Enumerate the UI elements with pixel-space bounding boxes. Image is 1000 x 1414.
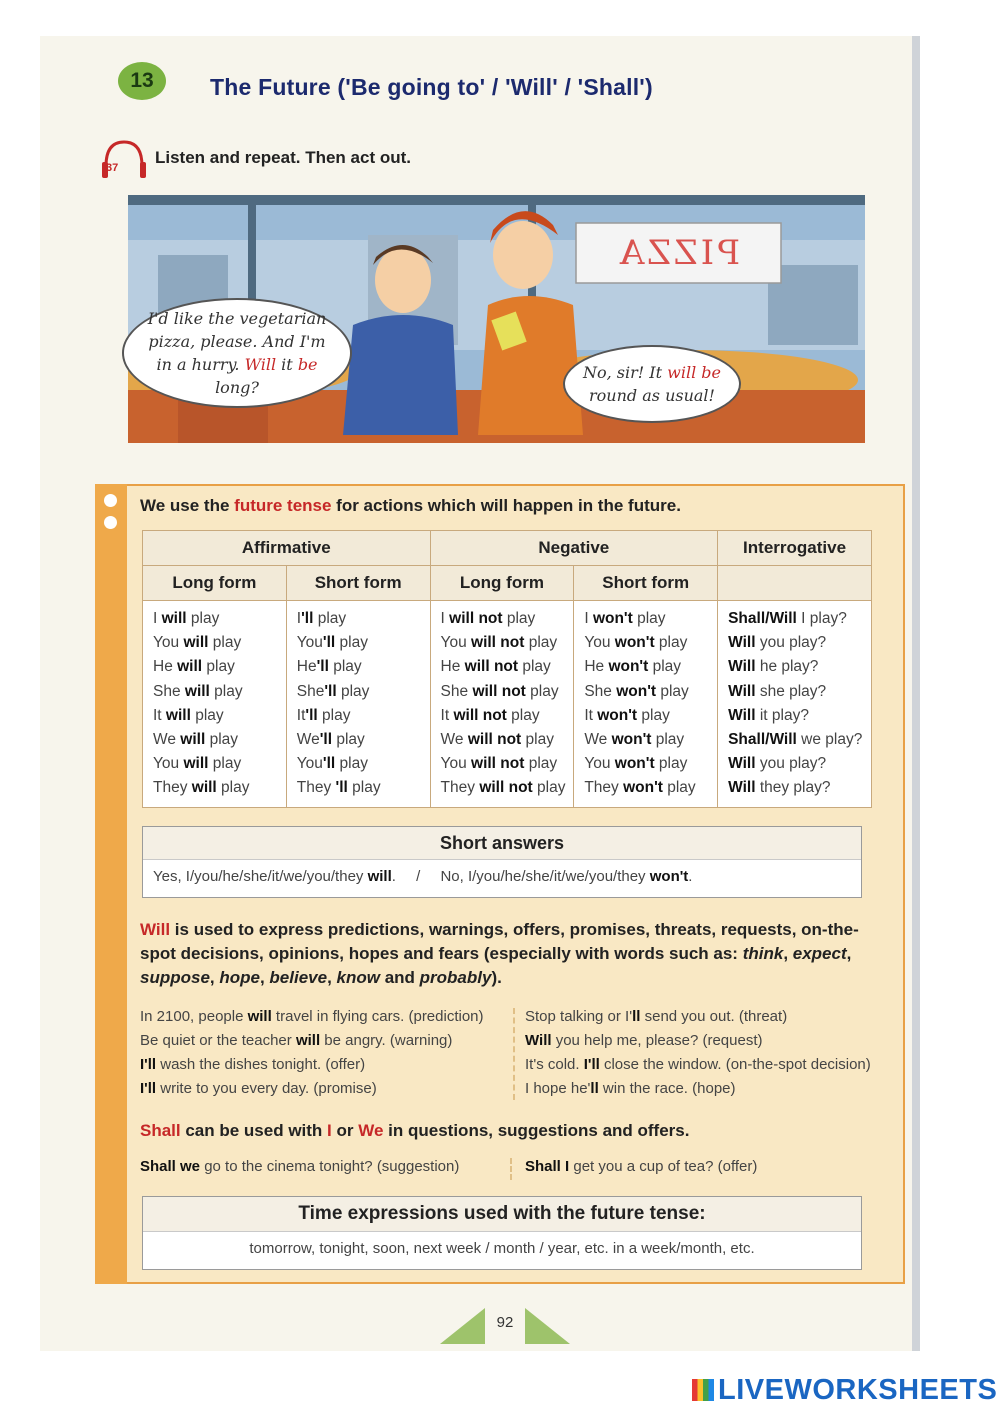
neg-short-column — [574, 601, 718, 808]
will-usage-paragraph — [140, 918, 885, 990]
aff-short-row-bold: 'll — [322, 755, 336, 773]
interrogative-row — [728, 680, 871, 704]
shall-we-text: go to the cinema tonight? (suggestion) — [200, 1158, 460, 1175]
neg-long-row-text: You — [440, 755, 472, 773]
unit-title: The Future ('Be going to' / 'Will' / 'Shall') — [210, 74, 653, 100]
example-right-line — [525, 1029, 897, 1053]
brand-mark-icon — [692, 1379, 714, 1401]
short-answers-body — [143, 860, 861, 893]
customer-line: I'd like the vegetarian pizza, please. And I'm in a hurry. — [147, 309, 327, 374]
aff-short-row-text: She — [296, 682, 325, 700]
neg-short-row-bold: won't — [597, 706, 638, 724]
neg-short-row-bold: won't — [623, 779, 663, 797]
word-believe: believe — [269, 968, 328, 987]
aff-short-column — [286, 601, 430, 808]
shall-i-text: get you a cup of tea? (offer) — [569, 1158, 758, 1175]
example-left-line — [140, 1005, 510, 1029]
interrogative-row — [728, 704, 871, 728]
example-left-line — [140, 1077, 510, 1101]
aff-long-row-text: He — [153, 658, 178, 676]
page-number: 92 — [496, 1314, 514, 1331]
neg-short-row-text: play — [654, 755, 688, 773]
shall-example-suggestion — [140, 1155, 459, 1179]
neg-long-row-text: play — [521, 731, 554, 749]
word-think: think — [742, 944, 784, 963]
neg-long-row — [441, 776, 574, 800]
example-left-line-text: be angry. (warning) — [320, 1032, 453, 1049]
neg-long-row-bold: will not — [471, 755, 525, 773]
aff-short-row-text: You — [296, 634, 323, 652]
rule-post: for actions which will happen in the future. — [331, 496, 681, 515]
neg-long-row-bold: will not — [464, 658, 519, 676]
interrogative-header: Interrogative — [718, 531, 872, 566]
pizza-sign: PIZZA — [616, 233, 741, 273]
aff-long-row — [153, 607, 286, 631]
aff-short-row — [297, 680, 430, 704]
aff-short-row-bold: 'll — [316, 658, 329, 676]
neg-short-row-bold: won't — [592, 610, 633, 627]
aff-short-row — [297, 704, 430, 728]
aff-long-row — [153, 704, 286, 728]
neg-long-column — [430, 601, 574, 808]
time-expressions-title: Time expressions used with the future tense: — [143, 1197, 861, 1232]
aff-long-row — [153, 752, 286, 776]
neg-long-row — [441, 607, 574, 631]
neg-long-row-text: play — [524, 755, 558, 773]
example-left-line — [140, 1053, 510, 1077]
interrogative-row-bold: Will — [728, 682, 756, 700]
headphones-icon[interactable] — [100, 138, 148, 184]
example-right-line — [525, 1053, 897, 1077]
neg-short-row-text: We — [584, 731, 612, 749]
audio-track-number: 37 — [106, 162, 119, 174]
aff-long-row-text: They — [153, 779, 192, 797]
neg-short-row-text: I — [584, 610, 593, 627]
aff-short-row-text: He — [296, 658, 317, 676]
neg-long-row — [441, 704, 574, 728]
customer-it: it — [276, 355, 298, 374]
examples-divider — [513, 1008, 515, 1100]
neg-long-row-text: He — [440, 658, 465, 676]
neg-short-form-header: Short form — [574, 566, 718, 601]
example-right-line-text: Stop talking or I' — [525, 1008, 633, 1025]
aff-long-row-bold: will — [180, 731, 206, 749]
waiter-speech-bubble — [563, 345, 741, 423]
customer-will: Will — [244, 355, 277, 374]
shall-we-bold: Shall we — [140, 1158, 201, 1175]
answer-separator: / — [416, 868, 421, 885]
comma: , — [783, 944, 793, 963]
interrogative-row-bold: Will — [728, 634, 756, 652]
aff-short-row — [297, 607, 430, 631]
neg-short-row-bold: won't — [614, 634, 655, 652]
aff-long-row-text: play — [209, 682, 243, 700]
neg-short-row — [584, 728, 717, 752]
aff-long-row-text: play — [186, 610, 220, 627]
example-left-line — [140, 1029, 510, 1053]
example-left-line-bold: I'll — [140, 1056, 157, 1073]
aff-long-row-text: She — [153, 682, 185, 700]
example-right-line-bold: ll — [632, 1008, 641, 1025]
neg-long-row-text: play — [502, 610, 536, 627]
aff-long-row-text: play — [208, 634, 242, 652]
aff-long-row-bold: will — [161, 610, 187, 627]
neg-long-row — [441, 752, 574, 776]
customer-be: be — [297, 355, 318, 374]
aff-short-row-text: play — [313, 610, 347, 627]
neg-short-row-text: play — [648, 658, 682, 676]
aff-long-row-text: I — [153, 610, 162, 627]
example-right-line-text: I hope he' — [525, 1080, 591, 1097]
aff-long-row-text: play — [202, 658, 235, 676]
neg-short-row-bold: won't — [611, 731, 652, 749]
aff-short-row-text: play — [335, 634, 368, 652]
aff-short-row-bold: 'll — [324, 682, 337, 700]
comma: , — [259, 968, 270, 987]
neg-long-row-bold: will not — [449, 610, 503, 627]
example-left-line-bold: will — [247, 1008, 272, 1025]
neg-long-row-text: They — [440, 779, 480, 797]
aff-short-row-text: play — [328, 658, 362, 676]
interrogative-row-bold: Will — [728, 755, 756, 773]
aff-long-column — [143, 601, 287, 808]
aff-short-row-text: play — [332, 731, 365, 749]
shall-word: Shall — [140, 1121, 181, 1140]
example-right-line-bold: ll — [590, 1080, 599, 1097]
example-left-line-bold: I'll — [140, 1080, 157, 1097]
unit-number-badge — [118, 62, 166, 100]
neg-long-row-text: You — [440, 634, 472, 652]
will-usage-text: is used to express predictions, warnings, offers, promises, threats, requests, on-the-spot decisions, opinions, hopes and fears (especially with words such as: — [140, 920, 859, 963]
shall-text-3: in questions, suggestions and offers. — [383, 1121, 690, 1140]
interrogative-row-text: she play? — [755, 682, 827, 700]
rule-highlight: future tense — [234, 496, 332, 515]
interrogative-row — [728, 631, 871, 655]
neg-long-row-text: It — [440, 706, 454, 724]
aff-long-row-bold: will — [165, 706, 191, 724]
brand-live: LIVE — [718, 1374, 785, 1406]
neg-short-row-text: She — [584, 682, 617, 700]
word-know: know — [336, 968, 380, 987]
neg-long-row-text: I — [440, 610, 450, 627]
neg-short-row-text: You — [584, 755, 615, 773]
aff-short-row-text: play — [347, 779, 381, 797]
waiter-line: No, sir! It — [583, 363, 668, 382]
aff-long-row — [153, 728, 286, 752]
brand-worksheets: WORKSHEETS — [784, 1374, 998, 1406]
aff-long-row — [153, 680, 286, 704]
aff-long-row-text: play — [190, 706, 224, 724]
aff-short-row-text: play — [335, 755, 368, 773]
neg-short-row-text: play — [662, 779, 696, 797]
aff-long-row — [153, 631, 286, 655]
neg-long-row — [441, 631, 574, 655]
liveworksheets-logo[interactable] — [692, 1374, 997, 1407]
neg-long-form-header: Long form — [430, 566, 574, 601]
example-right-line-bold: Will — [525, 1032, 552, 1049]
example-right-line-bold: I'll — [583, 1056, 600, 1073]
example-left-line-text: Be quiet or the teacher — [140, 1032, 296, 1049]
aff-short-row — [297, 631, 430, 655]
interrogative-row-text: I play? — [796, 610, 847, 627]
example-left-line-text: wash the dishes tonight. (offer) — [156, 1056, 366, 1073]
neg-long-row-text: We — [440, 731, 468, 749]
shall-rule — [140, 1121, 689, 1141]
example-left-line-text: write to you every day. (promise) — [156, 1080, 377, 1097]
interrogative-row-text: we play? — [796, 731, 863, 749]
neg-short-row-bold: won't — [616, 682, 657, 700]
neg-long-row-text: play — [525, 682, 559, 700]
aff-long-row-text: play — [216, 779, 250, 797]
neg-long-row-bold: will not — [479, 779, 533, 797]
example-right-line-text: you help me, please? (request) — [551, 1032, 763, 1049]
aff-long-row-bold: will — [184, 682, 210, 700]
aff-short-row-bold: 'll — [319, 731, 333, 749]
example-right-line-text: close the window. (on-the-spot decision) — [599, 1056, 871, 1073]
aff-long-row-bold: will — [183, 755, 209, 773]
bullet-dot — [104, 494, 117, 507]
customer-end: long? — [215, 378, 259, 397]
interrogative-row — [728, 776, 871, 800]
aff-short-row-bold: 'll — [322, 634, 336, 652]
shall-i-bold: Shall I — [525, 1158, 570, 1175]
interrogative-row-text: they play? — [755, 779, 831, 797]
and-word: and — [379, 968, 420, 987]
interrogative-subheader — [718, 566, 872, 601]
aff-short-row — [297, 728, 430, 752]
word-expect: expect — [792, 944, 847, 963]
neg-short-row — [584, 607, 717, 631]
neg-short-row-bold: won't — [608, 658, 649, 676]
interrogative-row-bold: Will — [728, 779, 756, 797]
aff-long-row-text: You — [153, 755, 184, 773]
neg-short-row — [584, 704, 717, 728]
example-right-line — [525, 1005, 897, 1029]
neg-long-row — [441, 680, 574, 704]
waiter-line-end: round as usual! — [589, 386, 715, 405]
neg-short-row-text: play — [637, 706, 670, 724]
comma: , — [846, 944, 852, 963]
neg-long-row-text: She — [440, 682, 473, 700]
no-wont: won't — [649, 868, 689, 885]
aff-long-row — [153, 776, 286, 800]
neg-long-row-bold: will not — [471, 634, 525, 652]
aff-short-row-bold: 'll — [305, 706, 318, 724]
aff-short-row-text: play — [317, 706, 351, 724]
example-left-line-text: travel in flying cars. (prediction) — [271, 1008, 484, 1025]
aff-long-row-bold: will — [177, 658, 203, 676]
interrogative-row-text: he play? — [755, 658, 819, 676]
will-word: Will — [140, 920, 171, 939]
shall-divider — [510, 1158, 512, 1180]
aff-long-row-text: It — [153, 706, 166, 724]
example-left-line-bold: will — [295, 1032, 321, 1049]
grammar-panel-strip — [95, 484, 127, 1284]
neg-short-row-text: play — [632, 610, 666, 627]
aff-short-row — [297, 655, 430, 679]
interrogative-row-text: you play? — [755, 755, 827, 773]
neg-short-row-text: They — [584, 779, 624, 797]
word-hope: hope — [219, 968, 260, 987]
neg-short-row-text: You — [584, 634, 615, 652]
word-suppose: suppose — [140, 968, 210, 987]
time-expressions-body: tomorrow, tonight, soon, next week / month / year, etc. in a week/month, etc. — [249, 1240, 755, 1257]
neg-long-row-bold: will not — [467, 731, 522, 749]
aff-short-form-header: Short form — [286, 566, 430, 601]
future-tense-table — [142, 530, 872, 808]
short-answers-box — [142, 826, 862, 898]
yes-will: will — [367, 868, 392, 885]
aff-long-row-text: play — [208, 755, 242, 773]
neg-short-row — [584, 752, 717, 776]
neg-long-row-bold: will not — [472, 682, 526, 700]
neg-short-row-text: play — [656, 682, 689, 700]
neg-short-row — [584, 776, 717, 800]
interrogative-row-bold: Shall/Will — [728, 731, 797, 749]
neg-short-row — [584, 655, 717, 679]
examples-right — [525, 1005, 897, 1101]
word-probably: probably — [419, 968, 492, 987]
neg-short-row-text: It — [584, 706, 598, 724]
listen-instruction: Listen and repeat. Then act out. — [155, 148, 411, 167]
interrogative-row-bold: Shall/Will — [728, 610, 797, 627]
aff-short-row-bold: 'll — [331, 779, 348, 797]
yes-end: . — [391, 868, 396, 885]
bullet-dot — [104, 516, 117, 529]
waiter-will-be: will be — [667, 363, 721, 382]
neg-short-row-text: He — [584, 658, 609, 676]
aff-long-row-bold: will — [191, 779, 217, 797]
neg-long-row — [441, 728, 574, 752]
neg-short-row-bold: won't — [614, 755, 655, 773]
shall-i: I — [327, 1121, 332, 1140]
para-end: ). — [491, 968, 502, 987]
yes-answer: Yes, I/you/he/she/it/we/you/they — [153, 868, 368, 885]
neg-long-row-text: play — [506, 706, 540, 724]
aff-short-row-text: They — [296, 779, 332, 797]
unit-number: 13 — [130, 69, 154, 92]
neg-short-row — [584, 680, 717, 704]
neg-long-row-text: play — [524, 634, 558, 652]
shall-text-1: can be used with — [180, 1121, 328, 1140]
interrogative-row-bold: Will — [728, 706, 756, 724]
aff-short-row-text: It — [296, 706, 306, 724]
short-answers-title: Short answers — [143, 827, 861, 860]
interrogative-row-text: you play? — [755, 634, 827, 652]
neg-long-row-text: play — [518, 658, 551, 676]
comma: , — [209, 968, 220, 987]
aff-long-row-text: You — [153, 634, 184, 652]
aff-long-row — [153, 655, 286, 679]
example-right-line-text: send you out. (threat) — [640, 1008, 788, 1025]
interrogative-row-bold: Will — [728, 658, 756, 676]
interrogative-row-text: it play? — [755, 706, 809, 724]
aff-long-row-bold: will — [183, 634, 209, 652]
aff-short-row-text: You — [296, 755, 323, 773]
no-answer: No, I/you/he/she/it/we/you/they — [440, 868, 650, 885]
aff-short-row-bold: 'll — [301, 610, 314, 627]
no-end: . — [688, 868, 693, 885]
neg-long-row-bold: will not — [453, 706, 507, 724]
neg-short-row — [584, 631, 717, 655]
neg-short-row-text: play — [651, 731, 685, 749]
interrogative-row — [728, 607, 871, 631]
example-right-line-text: win the race. (hope) — [598, 1080, 736, 1097]
rule-pre: We use the — [140, 496, 235, 515]
interrogative-row — [728, 752, 871, 776]
negative-header: Negative — [430, 531, 718, 566]
neg-short-row-text: play — [654, 634, 688, 652]
aff-short-row — [297, 776, 430, 800]
aff-short-row — [297, 752, 430, 776]
shall-example-offer — [525, 1155, 757, 1179]
example-right-line — [525, 1077, 897, 1101]
shall-we: We — [358, 1121, 384, 1140]
time-expressions-box — [142, 1196, 862, 1270]
shall-text-2: or — [331, 1121, 359, 1140]
comma: , — [327, 968, 337, 987]
aff-short-row-text: I — [296, 610, 302, 627]
neg-long-row — [441, 655, 574, 679]
interrogative-row — [728, 655, 871, 679]
customer-speech-bubble — [122, 298, 352, 408]
aff-short-row-text: play — [336, 682, 370, 700]
neg-long-row-text: play — [532, 779, 566, 797]
affirmative-header: Affirmative — [143, 531, 431, 566]
example-left-line-text: In 2100, people — [140, 1008, 248, 1025]
future-tense-rule — [140, 496, 681, 516]
examples-left — [140, 1005, 510, 1101]
example-right-line-text: It's cold. — [525, 1056, 584, 1073]
aff-long-row-text: We — [153, 731, 181, 749]
interrogative-row — [728, 728, 871, 752]
aff-long-form-header: Long form — [143, 566, 287, 601]
aff-long-row-text: play — [205, 731, 239, 749]
interrogative-column — [718, 601, 872, 808]
aff-short-row-text: We — [296, 731, 320, 749]
